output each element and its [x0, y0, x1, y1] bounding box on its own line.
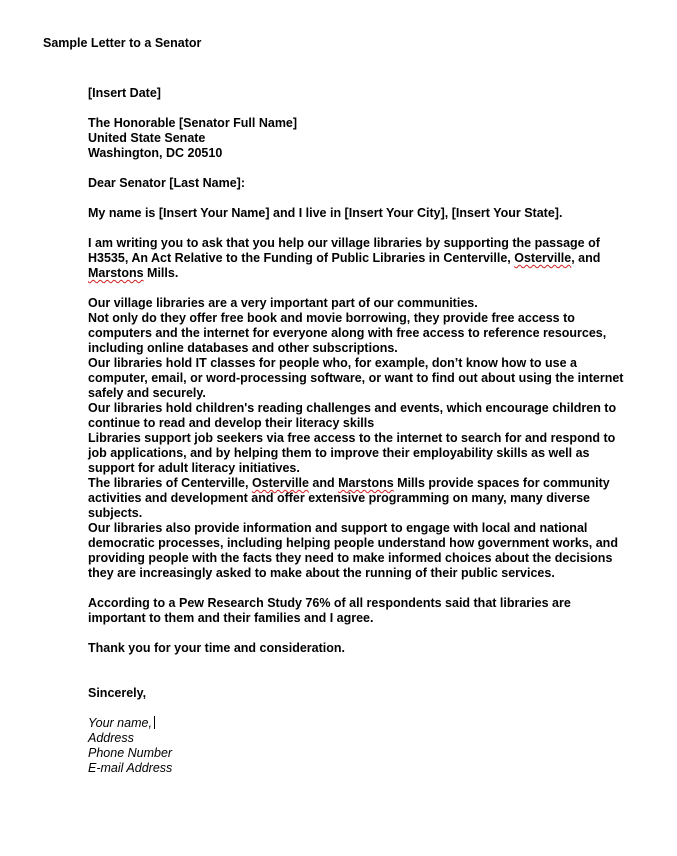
- pew-paragraph[interactable]: [88, 596, 638, 626]
- body-line: computers and the internet for everyone along with free access to reference resources,: [88, 326, 607, 340]
- spellcheck-word[interactable]: Osterville: [514, 251, 572, 265]
- body-line: continue to read and develop their literacy skills: [88, 416, 375, 430]
- request-text: Mills.: [143, 266, 179, 280]
- body-line: including online databases and other subscriptions.: [88, 341, 398, 355]
- body-line: subjects.: [88, 506, 143, 520]
- spacer: [88, 191, 638, 206]
- body-line: Not only do they offer free book and movie borrowing, they provide free access to: [88, 311, 575, 325]
- body-line: Libraries support job seekers via free access to the internet to search for and respond to: [88, 431, 616, 445]
- body-line: [88, 476, 638, 491]
- body-line: Our libraries hold IT classes for people who, for example, don’t know how to use a: [88, 356, 577, 370]
- recipient-line-3[interactable]: Washington, DC 20510: [88, 146, 223, 160]
- recipient-address: [88, 116, 638, 161]
- body-line: Our libraries also provide information and support to engage with local and national: [88, 521, 588, 535]
- spacer: [88, 626, 638, 641]
- body-line: Our village libraries are a very important part of our communities.: [88, 296, 478, 310]
- body-text: The libraries of Centerville,: [88, 476, 252, 490]
- request-line-1: I am writing you to ask that you help our village libraries by supporting the passage of: [88, 236, 600, 250]
- body-text: and: [308, 476, 339, 490]
- body-line: providing people with the facts they need to make informed choices about the decisions: [88, 551, 613, 565]
- salutation[interactable]: Dear Senator [Last Name]:: [88, 176, 245, 190]
- spellcheck-word[interactable]: Marstons: [338, 476, 394, 490]
- body-line: Our libraries hold children's reading challenges and events, which encourage children to: [88, 401, 617, 415]
- body-line: they are increasingly asked to make about the running of their public services.: [88, 566, 555, 580]
- signature-block[interactable]: [88, 716, 638, 776]
- intro-paragraph[interactable]: My name is [Insert Your Name] and I live in [Insert Your City], [Insert Your State].: [88, 206, 563, 220]
- body-line: democratic processes, including helping people understand how government works, and: [88, 536, 618, 550]
- recipient-line-2[interactable]: United State Senate: [88, 131, 206, 145]
- document-title: Sample Letter to a Senator: [43, 36, 202, 50]
- thanks-line[interactable]: Thank you for your time and consideration.: [88, 641, 345, 655]
- recipient-line-1[interactable]: The Honorable [Senator Full Name]: [88, 116, 298, 130]
- body-line: support for adult literacy initiatives.: [88, 461, 300, 475]
- signature-name-line[interactable]: [88, 716, 638, 731]
- spacer: [88, 701, 638, 716]
- body-line: activities and development and offer extensive programming on many, many diverse: [88, 491, 591, 505]
- spacer: [88, 221, 638, 236]
- request-text: H3535, An Act Relative to the Funding of Public Libraries in Centerville,: [88, 251, 515, 265]
- body-line: computer, email, or word-processing software, or want to find out about using the internet: [88, 371, 624, 385]
- body-line: job applications, and by helping them to improve their employability skills as well as: [88, 446, 590, 460]
- spacer: [88, 656, 638, 686]
- request-line-3: [88, 266, 638, 281]
- pew-line-1: According to a Pew Research Study 76% of all respondents said that libraries are: [88, 596, 571, 610]
- letter-date[interactable]: [Insert Date]: [88, 86, 161, 100]
- signature-name: Your name,: [88, 716, 152, 730]
- main-body-paragraph[interactable]: [88, 296, 638, 581]
- body-line: safely and securely.: [88, 386, 206, 400]
- spellcheck-word[interactable]: Marstons: [88, 266, 144, 280]
- spacer: [88, 581, 638, 596]
- signature-email[interactable]: E-mail Address: [88, 761, 173, 775]
- signature-phone[interactable]: Phone Number: [88, 746, 173, 760]
- request-text: , and: [571, 251, 601, 265]
- body-text: Mills provide spaces for community: [393, 476, 610, 490]
- closing[interactable]: Sincerely,: [88, 686, 147, 700]
- request-line-2: [88, 251, 638, 266]
- letter-body[interactable]: [88, 86, 638, 776]
- text-cursor: [154, 716, 155, 729]
- request-paragraph[interactable]: [88, 236, 638, 281]
- spacer: [88, 101, 638, 116]
- spacer: [88, 161, 638, 176]
- spellcheck-word[interactable]: Osterville: [251, 476, 309, 490]
- pew-line-2: important to them and their families and I agree.: [88, 611, 374, 625]
- spacer: [88, 281, 638, 296]
- signature-address[interactable]: Address: [88, 731, 134, 745]
